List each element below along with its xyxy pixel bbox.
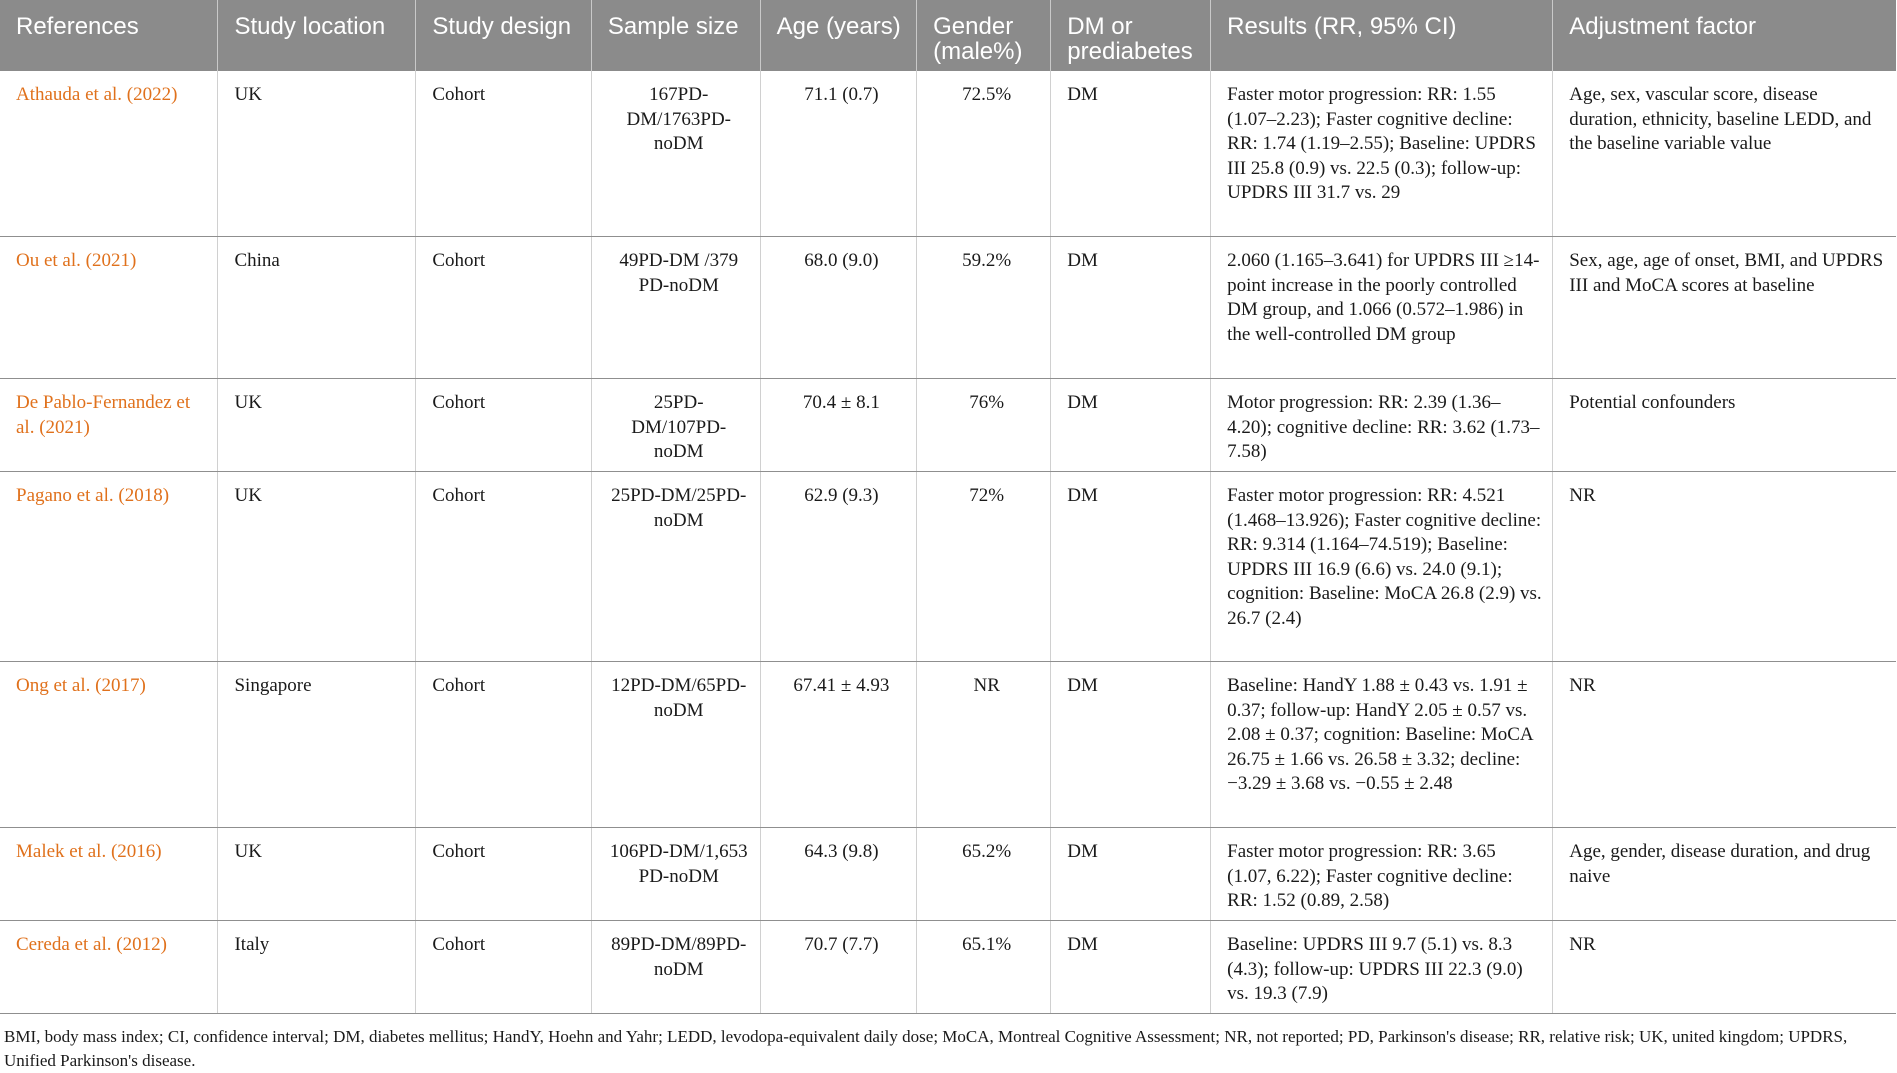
reference-year-link[interactable]: 2012 xyxy=(122,934,161,955)
header-row xyxy=(0,0,1896,71)
results-cell: Faster motor progression: RR: 1.55 (1.07–2.23); Faster cognitive decline: RR: 1.74 (1.19–2.55); Baseline: UPDRS III 25.8 (0.9) vs. 22.5 (0.3); follow-up: UPDRS III 31.7 vs. 29 xyxy=(1211,71,1553,237)
reference-close: ) xyxy=(139,675,146,696)
adjustment-cell: Sex, age, age of onset, BMI, and UPDRS III and MoCA scores at baseline xyxy=(1553,237,1896,379)
gender-cell: 72.5% xyxy=(917,71,1051,237)
location-cell: UK xyxy=(218,379,416,472)
age-cell: 70.4 ± 8.1 xyxy=(760,379,917,472)
sample-size-cell: 25PD-DM/107PD-noDM xyxy=(591,379,760,472)
reference-cell xyxy=(0,71,218,237)
adjustment-cell: Age, sex, vascular score, disease duration, ethnicity, baseline LEDD, and the baseline variable value xyxy=(1553,71,1896,237)
table-header xyxy=(0,0,1896,71)
table-footnote: BMI, body mass index; CI, confidence interval; DM, diabetes mellitus; HandY, Hoehn and Yahr; LEDD, levodopa-equivalent daily dose; MoCA, Montreal Cognitive Assessment; NR, not reported; PD, Parkinson's disease; RR, relative risk; UK, united kingdom; UPDRS, Unified Parkinson's disease. xyxy=(4,1027,1848,1070)
reference-close: ) xyxy=(83,416,90,438)
design-cell: Cohort xyxy=(416,662,592,828)
table-row xyxy=(0,237,1896,379)
age-cell: 67.41 ± 4.93 xyxy=(760,662,917,828)
sample-size-cell: 106PD-DM/1,653 PD-noDM xyxy=(591,828,760,921)
table-row xyxy=(0,921,1896,1014)
location-cell: Italy xyxy=(218,921,416,1014)
reference-cell xyxy=(0,662,218,828)
adjustment-cell: NR xyxy=(1553,921,1896,1014)
gender-cell: NR xyxy=(917,662,1051,828)
gender-cell: 59.2% xyxy=(917,237,1051,379)
header-age: Age (years) xyxy=(760,0,917,71)
design-cell: Cohort xyxy=(416,237,592,379)
sample-size-cell: 167PD-DM/1763PD-noDM xyxy=(591,71,760,237)
header-sample-size: Sample size xyxy=(591,0,760,71)
header-references: References xyxy=(0,0,218,71)
dm-cell: DM xyxy=(1051,828,1211,921)
reference-cell xyxy=(0,828,218,921)
reference-link[interactable]: Athauda et al. ( xyxy=(16,84,134,105)
gender-cell: 72% xyxy=(917,472,1051,662)
reference-link[interactable]: Ou et al. ( xyxy=(16,250,92,271)
gender-cell: 65.2% xyxy=(917,828,1051,921)
reference-cell xyxy=(0,379,218,472)
sample-size-cell: 25PD-DM/25PD-noDM xyxy=(591,472,760,662)
design-cell: Cohort xyxy=(416,472,592,662)
table-row xyxy=(0,379,1896,472)
reference-year-link[interactable]: 2022 xyxy=(133,84,172,105)
adjustment-cell: Potential confounders xyxy=(1553,379,1896,472)
header-adjustment-factor: Adjustment factor xyxy=(1553,0,1896,71)
reference-cell xyxy=(0,921,218,1014)
age-cell: 62.9 (9.3) xyxy=(760,472,917,662)
table-row xyxy=(0,71,1896,237)
sample-size-cell: 12PD-DM/65PD-noDM xyxy=(591,662,760,828)
reference-year-link[interactable]: 2016 xyxy=(117,841,156,862)
reference-close: ) xyxy=(171,84,178,105)
reference-cell xyxy=(0,472,218,662)
age-cell: 68.0 (9.0) xyxy=(760,237,917,379)
header-results: Results (RR, 95% CI) xyxy=(1211,0,1553,71)
reference-link[interactable]: Ong et al. ( xyxy=(16,675,102,696)
results-cell: Baseline: UPDRS III 9.7 (5.1) vs. 8.3 (4.3); follow-up: UPDRS III 22.3 (9.0) vs. 19.3 (7.9) xyxy=(1211,921,1553,1014)
header-dm-or-prediabetes: DM or prediabetes xyxy=(1051,0,1211,71)
dm-cell: DM xyxy=(1051,662,1211,828)
reference-year-link[interactable]: 2017 xyxy=(101,675,140,696)
results-cell: Faster motor progression: RR: 3.65 (1.07, 6.22); Faster cognitive decline: RR: 1.52 (0.89, 2.58) xyxy=(1211,828,1553,921)
reference-link[interactable]: Cereda et al. ( xyxy=(16,934,123,955)
gender-cell: 65.1% xyxy=(917,921,1051,1014)
location-cell: UK xyxy=(218,71,416,237)
reference-close: ) xyxy=(160,934,167,955)
dm-cell: DM xyxy=(1051,237,1211,379)
sample-size-cell: 49PD-DM /379 PD-noDM xyxy=(591,237,760,379)
results-cell: 2.060 (1.165–3.641) for UPDRS III ≥14-point increase in the poorly controlled DM group, and 1.066 (0.572–1.986) in the well-controlled DM group xyxy=(1211,237,1553,379)
design-cell: Cohort xyxy=(416,921,592,1014)
design-cell: Cohort xyxy=(416,828,592,921)
location-cell: UK xyxy=(218,828,416,921)
table-row xyxy=(0,472,1896,662)
reference-link[interactable]: Malek et al. ( xyxy=(16,841,118,862)
results-cell: Motor progression: RR: 2.39 (1.36–4.20); cognitive decline: RR: 3.62 (1.73–7.58) xyxy=(1211,379,1553,472)
reference-year-link[interactable]: 2021 xyxy=(45,416,84,438)
reference-close: ) xyxy=(155,841,162,862)
dm-cell: DM xyxy=(1051,472,1211,662)
age-cell: 71.1 (0.7) xyxy=(760,71,917,237)
results-cell: Baseline: HandY 1.88 ± 0.43 vs. 1.91 ± 0.37; follow-up: HandY 2.05 ± 0.57 vs. 2.08 ± 0.37; cognition: Baseline: MoCA 26.75 ± 1.66 vs. 26.58 ± 3.32; decline: −3.29 ± 3.68 vs. −0.55 ± 2.48 xyxy=(1211,662,1553,828)
table-row xyxy=(0,662,1896,828)
reference-year-link[interactable]: 2021 xyxy=(91,250,130,271)
age-cell: 70.7 (7.7) xyxy=(760,921,917,1014)
reference-link[interactable]: Pagano et al. ( xyxy=(16,485,125,506)
reference-close: ) xyxy=(129,250,137,271)
sample-size-cell: 89PD-DM/89PD-noDM xyxy=(591,921,760,1014)
dm-cell: DM xyxy=(1051,71,1211,237)
gender-cell: 76% xyxy=(917,379,1051,472)
table-body xyxy=(0,71,1896,1014)
table-row xyxy=(0,828,1896,921)
dm-cell: DM xyxy=(1051,379,1211,472)
design-cell: Cohort xyxy=(416,71,592,237)
results-cell: Faster motor progression: RR: 4.521 (1.468–13.926); Faster cognitive decline: RR: 9.314 (1.164–74.519); Baseline: UPDRS III 16.9 (6.6) vs. 24.0 (9.1); cognition: Baseline: MoCA 26.8 (2.9) vs. 26.7 (2.4) xyxy=(1211,472,1553,662)
adjustment-cell: NR xyxy=(1553,472,1896,662)
header-gender: Gender (male%) xyxy=(917,0,1051,71)
reference-close: ) xyxy=(162,485,170,506)
location-cell: China xyxy=(218,237,416,379)
reference-year-link[interactable]: 2018 xyxy=(124,485,163,506)
header-study-location: Study location xyxy=(218,0,416,71)
design-cell: Cohort xyxy=(416,379,592,472)
location-cell: UK xyxy=(218,472,416,662)
dm-cell: DM xyxy=(1051,921,1211,1014)
adjustment-cell: NR xyxy=(1553,662,1896,828)
adjustment-cell: Age, gender, disease duration, and drug naive xyxy=(1553,828,1896,921)
reference-link[interactable]: De Pablo-Fernandez et al. ( xyxy=(16,392,191,438)
location-cell: Singapore xyxy=(218,662,416,828)
header-study-design: Study design xyxy=(416,0,592,71)
reference-cell xyxy=(0,237,218,379)
age-cell: 64.3 (9.8) xyxy=(760,828,917,921)
